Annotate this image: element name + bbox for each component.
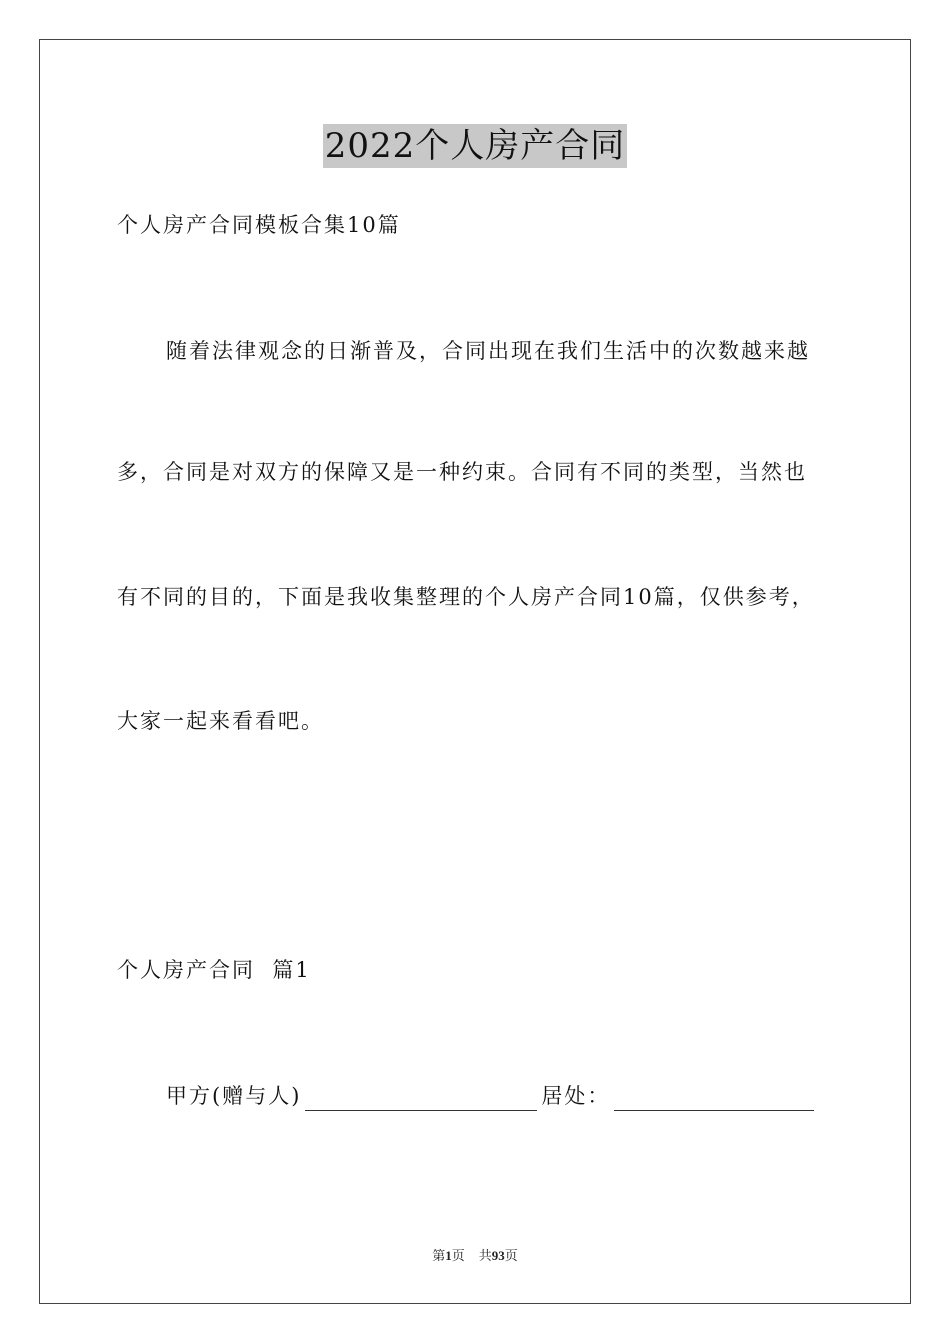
party-a-name-blank[interactable]: [305, 1088, 537, 1111]
page-suffix: 页: [451, 1248, 465, 1263]
party-a-label: 甲方(赠与人): [166, 1084, 302, 1108]
page-prefix: 第: [432, 1248, 446, 1263]
document-title: 2022个人房产合同: [324, 126, 626, 166]
total-pages: 93: [491, 1248, 505, 1263]
intro-line-3: 有不同的目的，下面是我收集整理的个人房产合同10篇，仅供参考，: [117, 585, 815, 609]
total-suffix: 页: [504, 1248, 518, 1263]
party-a-address-blank[interactable]: [614, 1088, 814, 1111]
intro-line-4: 大家一起来看看吧。: [117, 709, 324, 733]
section-heading: 个人房产合同 篇1: [117, 958, 311, 982]
total-prefix: 共: [478, 1248, 492, 1263]
intro-line-1: 随着法律观念的日渐普及，合同出现在我们生活中的次数越来越: [166, 339, 810, 363]
document-subtitle: 个人房产合同模板合集10篇: [117, 213, 401, 237]
page-number: 1: [445, 1248, 452, 1263]
title-container: [0, 124, 950, 168]
intro-line-2: 多，合同是对双方的保障又是一种约束。合同有不同的类型，当然也: [117, 460, 807, 484]
page-footer: [0, 1247, 950, 1265]
address-label: 居处：: [541, 1084, 611, 1108]
party-a-line: [166, 1081, 818, 1111]
